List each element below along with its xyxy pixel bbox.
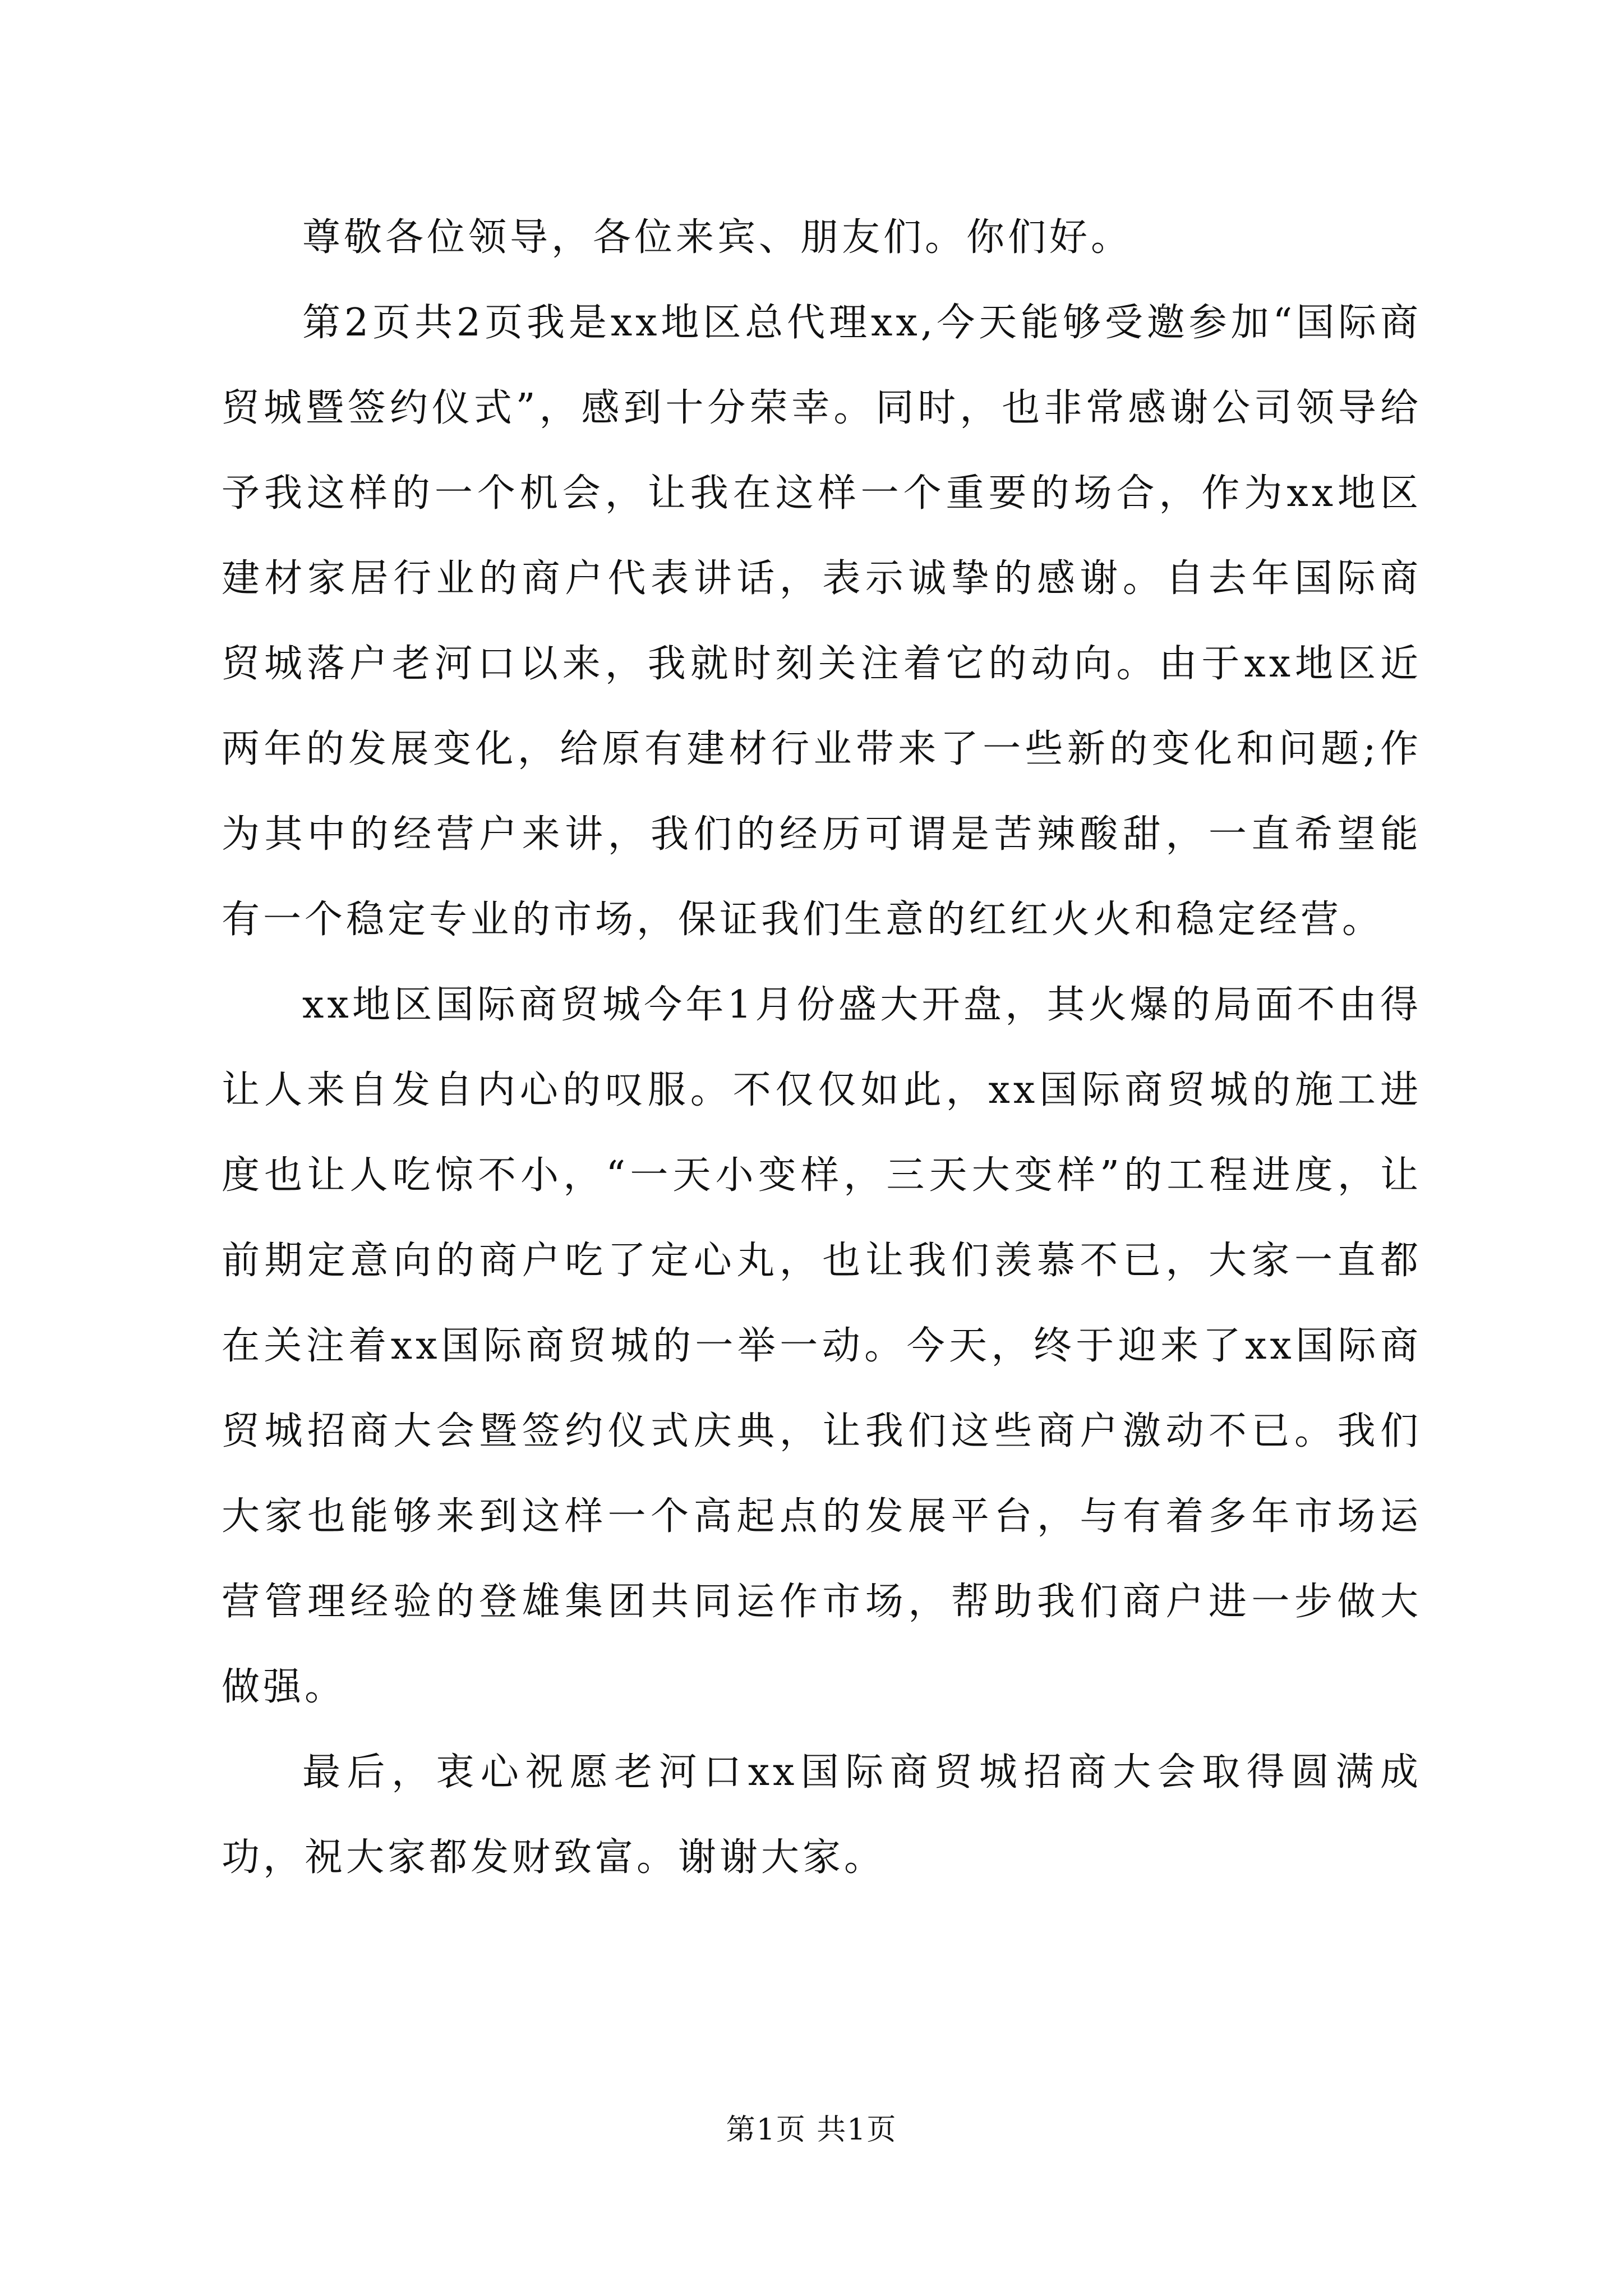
paragraph-development: xx地区国际商贸城今年1月份盛大开盘，其火爆的局面不由得让人来自发自内心的叹服。不仅仅如此，xx国际商贸城的施工进度也让人吃惊不小，“一天小变样，三天大变样”的工程进度，让前期定意向的商户吃了定心丸，也让我们羡慕不已，大家一直都在关注着xx国际商贸城的一举一动。今天，终于迎来了xx国际商贸城招商大会暨签约仪式庆典，让我们这些商户激动不已。我们大家也能够来到这样一个高起点的发展平台，与有着多年市场运营管理经验的登雄集团共同运作市场，帮助我们商户进一步做大做强。 [222, 983, 1422, 1709]
paragraph-greeting: 尊敬各位领导，各位来宾、朋友们。你们好。 [302, 215, 1133, 260]
paragraph-introduction: 第2页共2页我是xx地区总代理xx,今天能够受邀参加“国际商贸城暨签约仪式”，感到十分荣幸。同时，也非常感谢公司领导给予我这样的一个机会，让我在这样一个重要的场合，作为xx地区建材家居行业的商户代表讲话，表示诚挚的感谢。自去年国际商贸城落户老河口以来，我就时刻关注着它的动向。由于xx地区近两年的发展变化，给原有建材行业带来了一些新的变化和问题;作为其中的经营户来讲，我们的经历可谓是苦辣酸甜，一直希望能有一个稳定专业的市场，保证我们生意的红红火火和稳定经营。 [222, 301, 1422, 942]
document-body [222, 195, 1422, 1901]
paragraph-closing: 最后，衷心祝愿老河口xx国际商贸城招商大会取得圆满成功，祝大家都发财致富。谢谢大家。 [222, 1750, 1422, 1880]
page-footer: 第1页 共1页 [726, 2113, 897, 2147]
